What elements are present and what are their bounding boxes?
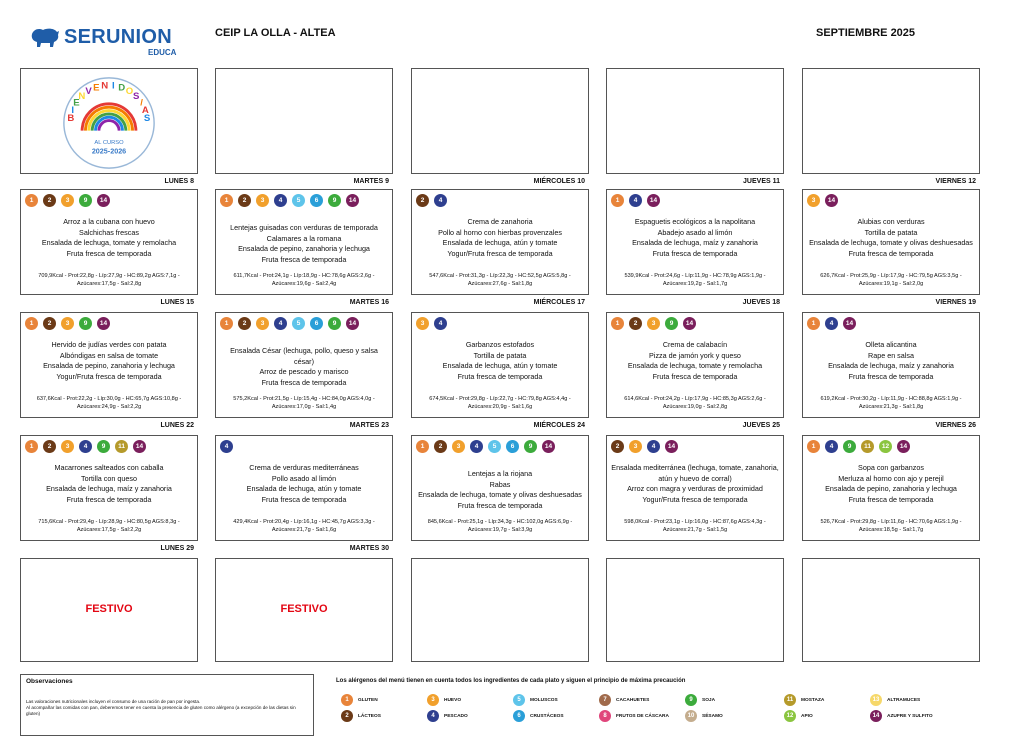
dish-item: Fruta fresca de temporada	[66, 248, 152, 258]
legend-item	[870, 694, 970, 706]
allergen-list	[25, 317, 195, 330]
dish-item: Yogur/Fruta fresca de temporada	[56, 371, 162, 381]
allergen-14-icon: 14	[843, 317, 856, 330]
legend-label: ALTRAMUCES	[887, 697, 921, 703]
allergen-9-icon: 9	[524, 440, 537, 453]
dish-item: Ensalada de pepino, zanahoria y lechuga	[825, 484, 957, 493]
allergen-9-icon: 9	[685, 694, 697, 706]
allergen-13-icon: 13	[870, 694, 882, 706]
allergen-4-icon: 4	[825, 440, 838, 453]
allergen-list	[416, 194, 586, 207]
legend-item	[685, 694, 785, 706]
dish-list	[25, 340, 193, 382]
dish-item: Salchichas frescas	[79, 227, 139, 237]
welcome-letter: S	[143, 112, 151, 124]
allergen-4-icon: 4	[79, 440, 92, 453]
welcome-letter: E	[73, 97, 80, 109]
legend-label: FRUTOS DE CÁSCARA	[616, 713, 669, 719]
legend-label: AZUFRE Y SULFITO	[887, 713, 933, 719]
allergen-list	[220, 440, 390, 453]
day-cell	[802, 68, 980, 174]
legend-item	[870, 710, 970, 722]
legend-item	[685, 710, 785, 722]
dish-item: Fruta fresca de temporada	[457, 500, 543, 510]
dish-item: Espaguetis ecológicos a la napolitana	[634, 217, 756, 226]
allergen-6-icon: 6	[506, 440, 519, 453]
allergen-4-icon: 4	[220, 440, 233, 453]
dish-item: Ensalada de pepino, zanahoria y lechuga	[43, 361, 175, 370]
allergen-list	[25, 440, 195, 453]
dish-item: Crema de zanahoria	[467, 217, 533, 226]
allergen-1-icon: 1	[25, 440, 38, 453]
nutrition-info: 611,7Kcal - Prot:24,1g - Líp:18,9g - HC:78,6g AGS:2,6g - Azúcares:19,6g - Sal:2,4g	[233, 273, 375, 287]
nutrition-info: 598,0Kcal - Prot:23,1g - Líp:16,0g - HC:87,6g AGS:4,3g - Azúcares:21,7g - Sal:1,5g	[624, 519, 766, 533]
welcome-letter: V	[85, 86, 92, 98]
observaciones-text-1: Las valoraciones nutricionales incluyen el consumo de una ración de pan por ingesta.	[26, 699, 201, 704]
dish-item: Hervido de judías verdes con patata	[51, 340, 167, 349]
school-name: CEIP LA OLLA - ALTEA	[215, 27, 336, 39]
legend-label: APIO	[801, 713, 813, 719]
allergen-4-icon: 4	[647, 440, 660, 453]
nutrition-info: 845,6Kcal - Prot:25,1g - Líp:34,3g - HC:102,0g AGS:6,9g - Azúcares:19,7g - Sal:3,9g	[427, 519, 573, 533]
welcome-letter: O	[125, 86, 134, 98]
dish-item: Arroz de pescado y marisco	[259, 367, 349, 376]
allergen-list	[220, 194, 390, 207]
allergen-2-icon: 2	[611, 440, 624, 453]
allergen-1-icon: 1	[25, 317, 38, 330]
allergen-list	[25, 194, 195, 207]
day-label: VIERNES 19	[935, 299, 976, 306]
allergen-9-icon: 9	[843, 440, 856, 453]
dish-list	[611, 463, 779, 505]
dish-item: Fruta fresca de temporada	[66, 494, 152, 504]
nutrition-info: 429,4Kcal - Prot:20,4g - Líp:16,1g - HC:45,7g AGS:3,3g - Azúcares:21,7g - Sal:1,6g	[233, 519, 375, 533]
dish-item: Albóndigas en salsa de tomate	[59, 350, 159, 360]
dish-item: Tortilla con queso	[81, 473, 137, 483]
day-label: MARTES 16	[349, 299, 389, 306]
serunion-logo	[30, 24, 180, 58]
dish-item: Yogur/Fruta fresca de temporada	[447, 248, 553, 258]
day-label: MARTES 9	[353, 178, 389, 185]
allergen-1-icon: 1	[416, 440, 429, 453]
legend-item	[341, 710, 441, 722]
observaciones-title: Observaciones	[26, 678, 73, 685]
day-cell	[606, 189, 784, 295]
allergen-3-icon: 3	[647, 317, 660, 330]
allergen-3-icon: 3	[256, 194, 269, 207]
day-cell	[802, 558, 980, 662]
allergen-5-icon: 5	[292, 317, 305, 330]
dish-list	[416, 340, 584, 382]
legend-label: HUEVO	[444, 697, 462, 703]
welcome-line-1: AL CURSO	[94, 140, 124, 147]
day-cell	[411, 435, 589, 541]
allergen-2-icon: 2	[416, 194, 429, 207]
dish-list	[807, 340, 975, 382]
allergen-9-icon: 9	[328, 317, 341, 330]
dish-item: Fruta fresca de temporada	[261, 377, 347, 387]
dish-list	[25, 217, 193, 259]
day-label: LUNES 15	[160, 299, 194, 306]
dish-item: Lentejas a la riojana	[467, 469, 533, 478]
dish-item: Alubias con verduras	[857, 217, 925, 226]
day-label: MIÉRCOLES 24	[533, 422, 585, 429]
dish-item: Arroz a la cubana con huevo	[63, 217, 155, 226]
observaciones-box	[20, 674, 314, 736]
allergen-14-icon: 14	[683, 317, 696, 330]
allergen-14-icon: 14	[97, 317, 110, 330]
nutrition-info: 547,6Kcal - Prot:31,3g - Líp:22,3g - HC:52,5g AGS:5,8g - Azúcares:27,6g - Sal:1,8g	[429, 273, 571, 287]
allergen-3-icon: 3	[452, 440, 465, 453]
allergen-9-icon: 9	[97, 440, 110, 453]
dish-item: Rabas	[489, 479, 511, 489]
allergen-7-icon: 7	[599, 694, 611, 706]
allergen-2-icon: 2	[43, 194, 56, 207]
festivo-label: FESTIVO	[85, 603, 133, 615]
festivo-label: FESTIVO	[280, 603, 328, 615]
allergen-2-icon: 2	[43, 440, 56, 453]
day-label: MARTES 30	[349, 545, 389, 552]
dish-item: Ensalada de lechuga, maíz y zanahoria	[632, 238, 758, 247]
allergen-4-icon: 4	[427, 710, 439, 722]
day-cell	[411, 68, 589, 174]
allergen-9-icon: 9	[328, 194, 341, 207]
dish-item: Tortilla de patata	[864, 227, 918, 237]
day-cell	[606, 435, 784, 541]
allergen-2-icon: 2	[434, 440, 447, 453]
allergen-12-icon: 12	[784, 710, 796, 722]
day-label: JUEVES 11	[743, 178, 780, 185]
dish-item: Ensalada de lechuga, atún y tomate	[442, 238, 558, 247]
allergen-3-icon: 3	[427, 694, 439, 706]
day-cell	[606, 312, 784, 418]
allergen-4-icon: 4	[825, 317, 838, 330]
day-cell	[215, 435, 393, 541]
dish-item: Ensalada de lechuga, tomate y remolacha	[41, 238, 177, 247]
dish-item: Ensalada mediterránea (lechuga, tomate, zanahoria, atún y huevo de corral)	[611, 463, 779, 483]
dish-item: Merluza al horno con ajo y perejil	[838, 473, 944, 483]
dish-item: Garbanzos estofados	[465, 340, 535, 349]
allergen-1-icon: 1	[220, 317, 233, 330]
welcome-letter: B	[67, 112, 75, 124]
dish-list	[220, 223, 388, 265]
legend-item	[341, 694, 441, 706]
dish-item: Fruta fresca de temporada	[652, 248, 738, 258]
allergen-12-icon: 12	[879, 440, 892, 453]
day-label: MIÉRCOLES 10	[533, 178, 585, 185]
day-label: MIÉRCOLES 17	[533, 299, 585, 306]
allergen-list	[611, 317, 781, 330]
welcome-badge	[61, 75, 157, 171]
allergen-1-icon: 1	[611, 194, 624, 207]
welcome-letter: /	[140, 97, 143, 109]
welcome-letter: A	[141, 104, 149, 116]
brand-sub: EDUCA	[148, 48, 177, 57]
allergen-11-icon: 11	[784, 694, 796, 706]
legend-label: SÉSAMO	[702, 713, 723, 719]
dish-item: Fruta fresca de temporada	[261, 494, 347, 504]
allergen-14-icon: 14	[665, 440, 678, 453]
day-cell	[411, 558, 589, 662]
dish-item: Crema de verduras mediterráneas	[249, 463, 359, 472]
allergen-11-icon: 11	[861, 440, 874, 453]
allergen-9-icon: 9	[79, 194, 92, 207]
allergen-4-icon: 4	[470, 440, 483, 453]
allergen-1-icon: 1	[611, 317, 624, 330]
dish-list	[416, 217, 584, 259]
allergen-2-icon: 2	[341, 710, 353, 722]
day-label: MARTES 23	[349, 422, 389, 429]
allergen-list	[807, 440, 977, 453]
allergen-4-icon: 4	[274, 317, 287, 330]
dish-item: Fruta fresca de temporada	[457, 371, 543, 381]
legend-item	[599, 694, 699, 706]
allergen-3-icon: 3	[61, 317, 74, 330]
allergen-6-icon: 6	[310, 194, 323, 207]
dish-item: Fruta fresca de temporada	[652, 371, 738, 381]
dish-item: Fruta fresca de temporada	[848, 371, 934, 381]
allergen-1-icon: 1	[25, 194, 38, 207]
allergen-2-icon: 2	[238, 317, 251, 330]
allergen-14-icon: 14	[825, 194, 838, 207]
allergen-list	[807, 317, 977, 330]
allergen-14-icon: 14	[647, 194, 660, 207]
welcome-line-2: 2025-2026	[91, 146, 127, 156]
nutrition-info: 614,6Kcal - Prot:24,2g - Líp:17,9g - HC:85,3g AGS:2,6g - Azúcares:19,0g - Sal:2,8g	[624, 396, 766, 410]
dish-item: Ensalada de lechuga, maíz y zanahoria	[828, 361, 954, 370]
dish-list	[807, 217, 975, 259]
observaciones-text-2: Al acompañar las comidas con pan, deberemos tener en cuenta la presencia de gluten como alérgeno (a excepción de las dietas sin gluten)	[26, 705, 296, 716]
day-label: VIERNES 26	[935, 422, 976, 429]
day-cell	[411, 189, 589, 295]
welcome-letter: N	[101, 80, 109, 92]
allergen-14-icon: 14	[346, 194, 359, 207]
dish-list	[416, 469, 584, 511]
nutrition-info: 575,2Kcal - Prot:21,5g - Líp:15,4g - HC:84,0g AGS:4,0g - Azúcares:17,0g - Sal:1,4g	[233, 396, 375, 410]
allergen-3-icon: 3	[61, 194, 74, 207]
dish-item: Ensalada de lechuga, tomate y olivas deshuesadas	[809, 238, 973, 247]
day-label: LUNES 29	[160, 545, 194, 552]
dish-list	[25, 463, 193, 505]
allergen-4-icon: 4	[274, 194, 287, 207]
dish-item: Fruta fresca de temporada	[261, 254, 347, 264]
legend-item	[599, 710, 699, 722]
allergen-3-icon: 3	[416, 317, 429, 330]
welcome-letter: I	[111, 80, 115, 92]
allergen-14-icon: 14	[346, 317, 359, 330]
nutrition-info: 539,9Kcal - Prot:24,6g - Líp:11,9g - HC:78,9g AGS:1,9g - Azúcares:19,2g - Sal:1,7g	[624, 273, 766, 287]
day-cell	[215, 558, 393, 662]
nutrition-info: 626,7Kcal - Prot:25,9g - Líp:17,9g - HC:79,5g AGS:3,5g - Azúcares:19,1g - Sal:2,0g	[820, 273, 962, 287]
dish-item: Fruta fresca de temporada	[848, 494, 934, 504]
legend-label: GLUTEN	[358, 697, 378, 703]
allergen-9-icon: 9	[665, 317, 678, 330]
allergen-9-icon: 9	[79, 317, 92, 330]
dish-item: Macarrones salteados con caballa	[54, 463, 164, 472]
legend-item	[427, 694, 527, 706]
day-label: LUNES 8	[164, 178, 194, 185]
legend-label: CRUSTÁCEOS	[530, 713, 564, 719]
day-label: VIERNES 12	[935, 178, 976, 185]
legend-label: MOLUSCOS	[530, 697, 558, 703]
day-cell	[20, 435, 198, 541]
day-cell	[802, 312, 980, 418]
allergen-10-icon: 10	[685, 710, 697, 722]
welcome-letter: N	[78, 91, 86, 103]
welcome-letter: E	[93, 82, 100, 94]
allergen-3-icon: 3	[629, 440, 642, 453]
legend-item	[784, 710, 884, 722]
dish-item: Ensalada de lechuga, maíz y zanahoria	[46, 484, 172, 493]
dish-item: Fruta fresca de temporada	[848, 248, 934, 258]
dish-list	[611, 340, 779, 382]
day-label: JUEVES 25	[742, 422, 780, 429]
dish-item: Olleta alicantina	[865, 340, 917, 349]
day-cell	[20, 558, 198, 662]
dish-item: Rape en salsa	[868, 350, 914, 360]
dish-list	[220, 346, 388, 388]
legend-item	[513, 694, 613, 706]
nutrition-info: 637,6Kcal - Prot:22,2g - Líp:30,0g - HC:65,7g AGS:10,8g - Azúcares:24,9g - Sal:2,2g	[36, 396, 182, 410]
day-cell	[215, 68, 393, 174]
dish-item: Ensalada de lechuga, atún y tomate	[442, 361, 558, 370]
legend-label: CACAHUETES	[616, 697, 650, 703]
dish-item: Tortilla de patata	[473, 350, 527, 360]
welcome-letter: I	[71, 104, 75, 116]
allergen-2-icon: 2	[238, 194, 251, 207]
dish-item: Crema de calabacín	[662, 340, 728, 349]
day-cell	[20, 68, 198, 174]
allergen-14-icon: 14	[870, 710, 882, 722]
dish-item: Calamares a la romana	[266, 233, 342, 243]
allergen-5-icon: 5	[513, 694, 525, 706]
allergen-14-icon: 14	[133, 440, 146, 453]
day-cell	[606, 68, 784, 174]
day-cell	[215, 312, 393, 418]
allergen-3-icon: 3	[256, 317, 269, 330]
allergen-4-icon: 4	[434, 317, 447, 330]
nutrition-info: 674,5Kcal - Prot:29,8g - Líp:22,7g - HC:79,8g AGS:4,4g - Azúcares:20,9g - Sal:1,6g	[429, 396, 571, 410]
allergen-3-icon: 3	[807, 194, 820, 207]
dish-item: Ensalada de lechuga, atún y tomate	[246, 484, 362, 493]
nutrition-info: 715,6Kcal - Prot:29,4g - Líp:28,9g - HC:80,5g AGS:8,3g - Azúcares:17,5g - Sal:2,2g	[38, 519, 180, 533]
day-cell	[606, 558, 784, 662]
legend-label: MOSTAZA	[801, 697, 825, 703]
welcome-letter: S	[132, 91, 140, 103]
day-cell	[411, 312, 589, 418]
allergen-2-icon: 2	[629, 317, 642, 330]
allergen-list	[416, 317, 586, 330]
dish-list	[807, 463, 975, 505]
allergen-6-icon: 6	[513, 710, 525, 722]
allergen-4-icon: 4	[434, 194, 447, 207]
allergen-list	[416, 440, 586, 453]
legend-item	[513, 710, 613, 722]
day-cell	[215, 189, 393, 295]
dish-list	[611, 217, 779, 259]
legend-item	[427, 710, 527, 722]
dish-item: Abadejo asado al limón	[657, 227, 733, 237]
legend-label: SOJA	[702, 697, 716, 703]
dish-item: Pollo al horno con hierbas provenzales	[438, 227, 562, 237]
allergen-6-icon: 6	[310, 317, 323, 330]
allergen-5-icon: 5	[292, 194, 305, 207]
day-cell	[20, 312, 198, 418]
allergen-1-icon: 1	[807, 440, 820, 453]
dish-item: Lentejas guisadas con verduras de temporada	[230, 223, 378, 232]
legend-label: PESCADO	[444, 713, 468, 719]
allergen-14-icon: 14	[897, 440, 910, 453]
allergen-1-icon: 1	[807, 317, 820, 330]
allergen-8-icon: 8	[599, 710, 611, 722]
dish-item: Ensalada de lechuga, tomate y remolacha	[627, 361, 763, 370]
bull-icon	[30, 26, 60, 48]
day-cell	[20, 189, 198, 295]
allergen-list	[220, 317, 390, 330]
legend-title: Los alérgenos del menú tienen en cuenta todos los ingredientes de cada plato y siguen el principio de máxima precaución	[336, 678, 686, 684]
dish-item: Ensalada César (lechuga, pollo, queso y salsa césar)	[230, 346, 378, 366]
dish-item: Sopa con garbanzos	[858, 463, 924, 472]
day-cell	[802, 189, 980, 295]
allergen-list	[611, 440, 781, 453]
legend-label: LÁCTEOS	[358, 713, 381, 719]
month-title: SEPTIEMBRE 2025	[816, 27, 916, 39]
dish-item: Ensalada de lechuga, tomate y olivas deshuesadas	[418, 490, 582, 499]
allergen-14-icon: 14	[542, 440, 555, 453]
dish-item: Yogur/Fruta fresca de temporada	[642, 494, 748, 504]
brand-name: SERUNION	[64, 26, 172, 48]
allergen-11-icon: 11	[115, 440, 128, 453]
allergen-3-icon: 3	[61, 440, 74, 453]
nutrition-info: 709,9Kcal - Prot:22,8g - Líp:27,9g - HC:89,2g AGS:7,1g - Azúcares:17,5g - Sal:2,8g	[38, 273, 180, 287]
dish-item: Arroz con magra y verduras de proximidad	[627, 484, 763, 493]
dish-item: Pizza de jamón york y queso	[649, 350, 741, 360]
allergen-5-icon: 5	[488, 440, 501, 453]
legend-item	[784, 694, 884, 706]
allergen-1-icon: 1	[341, 694, 353, 706]
allergen-4-icon: 4	[629, 194, 642, 207]
nutrition-info: 619,2Kcal - Prot:30,2g - Líp:11,9g - HC:88,8g AGS:1,9g - Azúcares:21,3g - Sal:1,8g	[820, 396, 962, 410]
day-label: JUEVES 18	[742, 299, 780, 306]
day-cell	[802, 435, 980, 541]
dish-item: Pollo asado al limón	[271, 473, 337, 483]
allergen-2-icon: 2	[43, 317, 56, 330]
nutrition-info: 526,7Kcal - Prot:29,8g - Líp:11,6g - HC:70,6g AGS:1,9g - Azúcares:18,5g - Sal:1,7g	[820, 519, 962, 533]
day-label: LUNES 22	[160, 422, 194, 429]
allergen-1-icon: 1	[220, 194, 233, 207]
dish-item: Ensalada de pepino, zanahoria y lechuga	[238, 244, 370, 253]
allergen-list	[611, 194, 781, 207]
welcome-letter: D	[118, 82, 126, 94]
allergen-list	[807, 194, 977, 207]
allergen-14-icon: 14	[97, 194, 110, 207]
dish-list	[220, 463, 388, 505]
